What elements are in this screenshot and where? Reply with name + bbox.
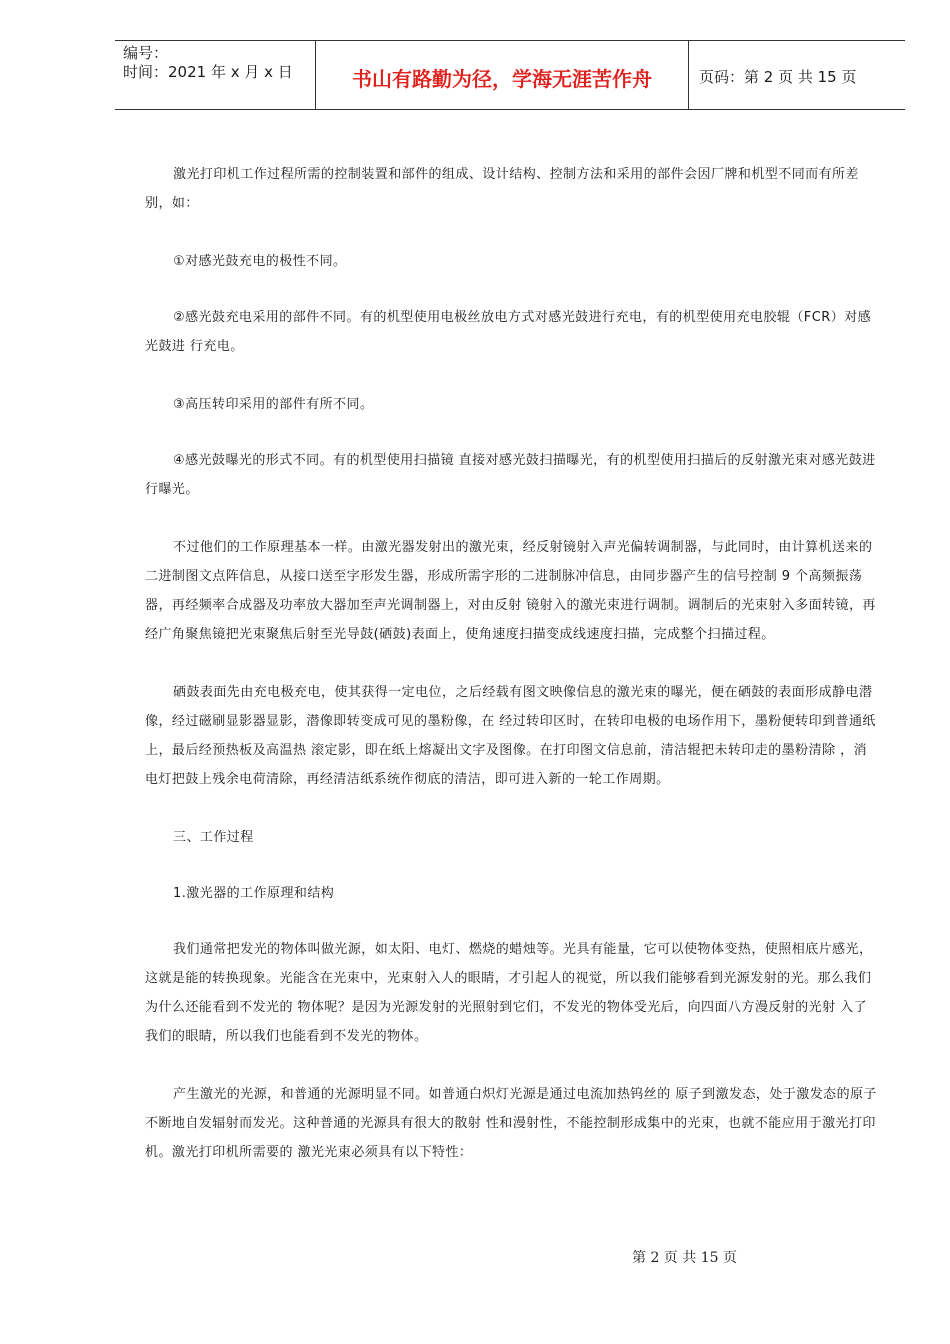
list-item-charge-polarity: ①对感光鼓充电的极性不同。 bbox=[173, 254, 347, 269]
page-header bbox=[115, 40, 905, 110]
paragraph-light-source: 我们通常把发光的物体叫做光源，如太阳、电灯、燃烧的蜡烛等。光具有能量，它可以使物体变热，使照相底片感光，这就是能的转换现象。光能含在光束中，光束射入人的眼睛，才引起人的视觉，所以我们能够看到光源发射的光。那么我们为什么还能看到不发光的 物体呢？是因为光源发射的光照射到它们，不发光的物体受光后，向四面八方漫反射的光射 入了我们的眼睛，所以我们也能看到不发光的物体。 bbox=[145, 942, 873, 1044]
subsection-heading: 1.激光器的工作原理和结构 bbox=[173, 886, 335, 901]
document-body bbox=[145, 160, 880, 1196]
section-heading: 三、工作过程 bbox=[173, 830, 254, 845]
list-item-charge-parts: ②感光鼓充电采用的部件不同。有的机型使用电极丝放电方式对感光鼓进行充电，有的机型使用充电胶辊（FCR）对感光鼓进 行充电。 bbox=[145, 310, 872, 354]
header-page-cell bbox=[689, 41, 905, 109]
document-number-label: 编号： bbox=[123, 44, 169, 62]
paragraph-drum-process: 硒鼓表面先由充电极充电，使其获得一定电位，之后经载有图文映像信息的激光束的曝光，便在硒鼓的表面形成静电潜像，经过磁刷显影器显影，潜像即转变成可见的墨粉像，在 经过转印区时，在转印电极的电场作用下，墨粉便转印到普通纸上，最后经预热板及高温热 滚定影，即在纸上熔凝出文字及图像。在打印图文信息前，清洁辊把未转印走的墨粉清除 ，消电灯把鼓上残余电荷清除，再经清洁纸系统作彻底的清洁，即可进入新的一轮工作周期。 bbox=[145, 685, 876, 787]
header-meta-cell bbox=[115, 41, 316, 109]
paragraph-intro: 激光打印机工作过程所需的控制装置和部件的组成、设计结构、控制方法和采用的部件会因厂牌和机型不同而有所差别，如： bbox=[145, 167, 859, 211]
paragraph-principle: 不过他们的工作原理基本一样。由激光器发射出的激光束，经反射镜射入声光偏转调制器，与此同时，由计算机送来的二进制图文点阵信息，从接口送至字形发生器，形成所需字形的二进制脉冲信息，由同步器产生的信号控制 9 个高频振荡器，再经频率合成器及功率放大器加至声光调制器上，对由反射 镜射入的激光束进行调制。调制后的光束射入多面转镜，再经广角聚焦镜把光束聚焦后射至光导鼓(硒鼓)表面上，使角速度扫描变成线速度扫描，完成整个扫描过程。 bbox=[145, 540, 876, 642]
document-date-label: 时间：2021 年 x 月 x 日 bbox=[123, 63, 293, 81]
list-item-transfer-parts: ③高压转印采用的部件有所不同。 bbox=[173, 397, 374, 412]
page-footer: 第 2 页 共 15 页 bbox=[632, 1250, 737, 1266]
header-page-code: 页码：第 2 页 共 15 页 bbox=[699, 68, 857, 86]
paragraph-laser-source: 产生激光的光源，和普通的光源明显不同。如普通白炽灯光源是通过电流加热钨丝的 原子到激发态，处于激发态的原子不断地自发辐射而发光。这种普通的光源具有很大的散射 性和漫射性，不能控制形成集中的光束，也就不能应用于激光打印机。激光打印机所需要的 激光光束必须具有以下特性： bbox=[145, 1087, 877, 1160]
header-motto-cell bbox=[316, 41, 689, 109]
header-motto: 书山有路勤为径，学海无涯苦作舟 bbox=[352, 67, 652, 91]
list-item-exposure-form: ④感光鼓曝光的形式不同。有的机型使用扫描镜 直接对感光鼓扫描曝光，有的机型使用扫描后的反射激光束对感光鼓进行曝光。 bbox=[145, 453, 876, 497]
